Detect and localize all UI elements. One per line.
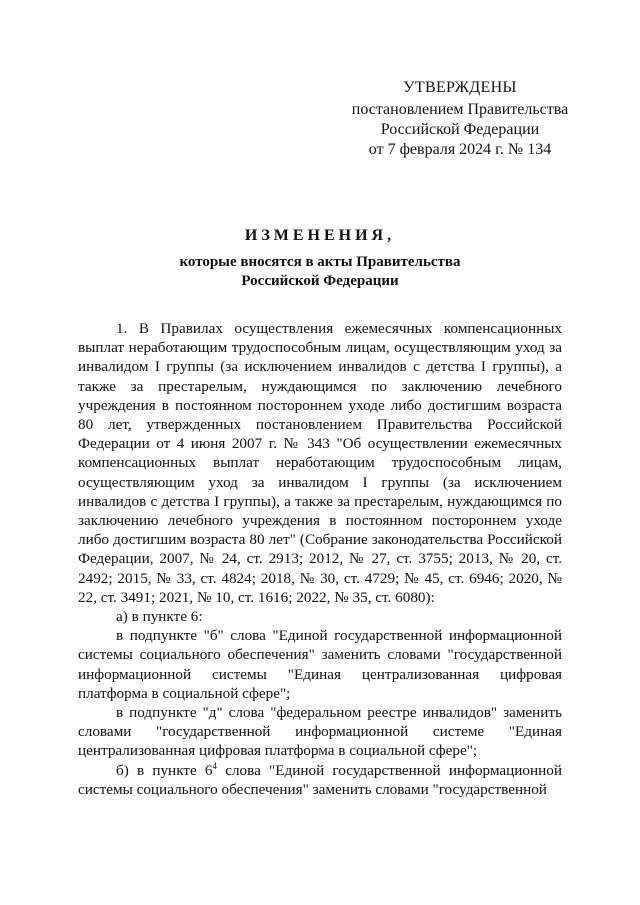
- document-body: [78, 319, 562, 799]
- approval-heading: УТВЕРЖДЕНЫ: [403, 79, 517, 96]
- paragraph-text: б) в пункте 6: [116, 761, 213, 779]
- subtitle-line: Российской Федерации: [241, 273, 399, 289]
- paragraph-item-1: 1. В Правилах осуществления ежемесячных компенсационных выплат неработающим трудоспособным лицам, осуществляющим уход за инвалидом I группы (за исключением инвалидов с детства I группы), а также за престарелым, нуждающимся по заключению лечебного учреждения в постоянном постороннем уходе либо достигшим возраста 80 лет, утвержденных постановлением Правительства Российской Федерации от 4 июня 2007 г. № 343 "Об осуществлении ежемесячных компенсационных выплат неработающим трудоспособным лицам, осуществляющим уход за инвалидом I группы (за исключением инвалидов с детства I группы), а также за престарелым, нуждающимся по заключению лечебного учреждения в постоянном постороннем уходе либо достигшим возраста 80 лет" (Собрание законодательства Российской Федерации, 2007, № 24, ст. 2913; 2012, № 27, ст. 3755; 2013, № 20, ст. 2492; 2015, № 33, ст. 4824; 2018, № 30, ст. 4729; № 45, ст. 6946; 2020, № 22, ст. 3491; 2021, № 10, ст. 1616; 2022, № 35, ст. 6080):: [78, 320, 562, 606]
- document-title: ИЗМЕНЕНИЯ,: [244, 227, 396, 244]
- approval-date-line: от 7 февраля 2024 г. № 134: [368, 141, 552, 158]
- approval-line: постановлением Правительства: [351, 101, 569, 118]
- subtitle-line: которые вносятся в акты Правительства: [179, 254, 461, 270]
- paragraph-subitem-b: [78, 761, 562, 799]
- superscript-number: 4: [212, 760, 218, 771]
- paragraph-subpoint-b: в подпункте "б" слова "Единой государственной информационной системы социального обеспечения" заменить словами "государственной информационной системы "Единая централизованная цифровая платформа в социальной сфере";: [78, 627, 562, 702]
- document-subtitle: [0, 253, 640, 291]
- approval-block: [340, 78, 580, 160]
- approval-line: Российской Федерации: [380, 121, 540, 138]
- paragraph-subitem-a: а) в пункте 6:: [116, 608, 203, 626]
- document-title-block: [0, 226, 640, 291]
- paragraph-text: слова "Единой государственной информационной системы социального обеспечения" заменить словами "государственной: [78, 761, 562, 798]
- paragraph-subpoint-d: в подпункте "д" слова "федеральном реестре инвалидов" заменить словами "государственной информационной системе "Единая централизованная цифровая платформа в социальной сфере";: [78, 704, 562, 760]
